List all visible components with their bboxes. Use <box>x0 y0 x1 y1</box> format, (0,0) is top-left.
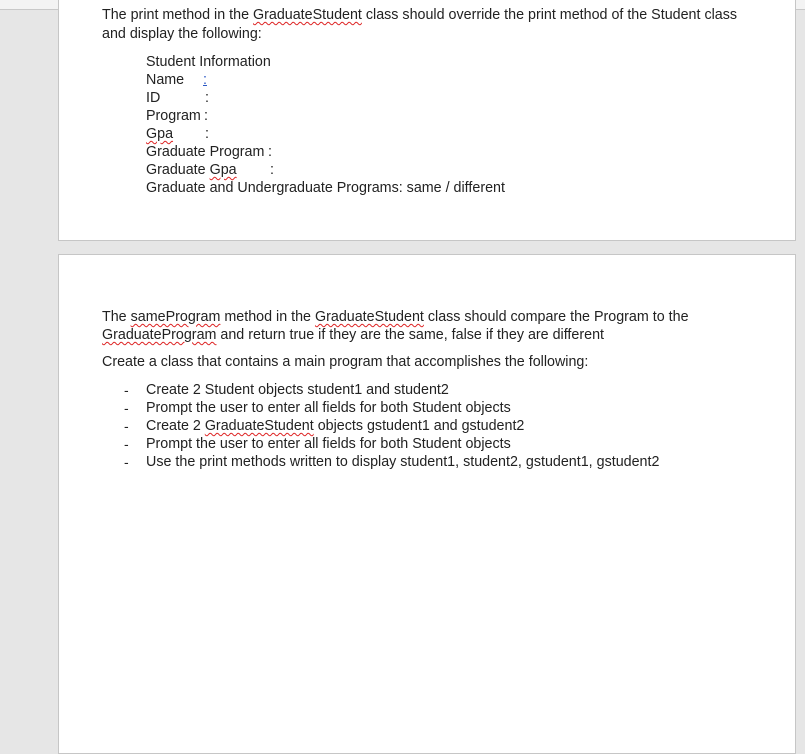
list-item-2: Prompt the user to enter all fields for both Student objects <box>146 400 511 416</box>
bullet-marker: - <box>124 454 129 470</box>
field-program-label: Program <box>146 108 201 124</box>
field-program-colon: : <box>204 108 208 124</box>
page2-para1-line2: GraduateProgram and return true if they are the same, false if they are different <box>102 327 604 343</box>
page1-intro-line2: and display the following: <box>102 26 262 42</box>
field-grad-gpa-label: Graduate Gpa <box>146 162 237 178</box>
list-item-3: Create 2 GraduateStudent objects gstudent1 and gstudent2 <box>146 418 525 434</box>
list-item-1: Create 2 Student objects student1 and student2 <box>146 382 449 398</box>
field-name-label: Name <box>146 72 185 88</box>
list-item-5: Use the print methods written to display student1, student2, gstudent1, gstudent2 <box>146 454 660 470</box>
field-grad-program-label: Graduate Program <box>146 144 265 160</box>
bullet-marker: - <box>124 382 129 398</box>
document-page-1[interactable] <box>58 0 796 241</box>
page2-para2: Create a class that contains a main program that accomplishes the following: <box>102 354 589 370</box>
field-gpa-label: Gpa <box>146 126 174 142</box>
page1-intro-line1: The print method in the GraduateStudent class should override the print method of the Student class <box>102 7 738 23</box>
field-gpa-colon: : <box>205 126 209 142</box>
list-item-4: Prompt the user to enter all fields for both Student objects <box>146 436 511 452</box>
field-programs-compare: Graduate and Undergraduate Programs: same / different <box>146 180 505 196</box>
field-grad-program-colon: : <box>268 144 272 160</box>
bullet-marker: - <box>124 436 129 452</box>
field-grad-gpa-colon: : <box>270 162 274 178</box>
field-id-colon: : <box>205 90 209 106</box>
page2-para1-line1: The sameProgram method in the GraduateStudent class should compare the Program to the <box>102 309 689 325</box>
field-id-label: ID <box>146 90 161 106</box>
bullet-marker: - <box>124 400 129 416</box>
document-page-2[interactable] <box>58 254 796 754</box>
field-heading: Student Information <box>146 54 271 70</box>
spelling-flag[interactable]: GraduateStudent <box>253 7 362 23</box>
bullet-marker: - <box>124 418 129 434</box>
field-name-colon: : <box>203 72 207 88</box>
